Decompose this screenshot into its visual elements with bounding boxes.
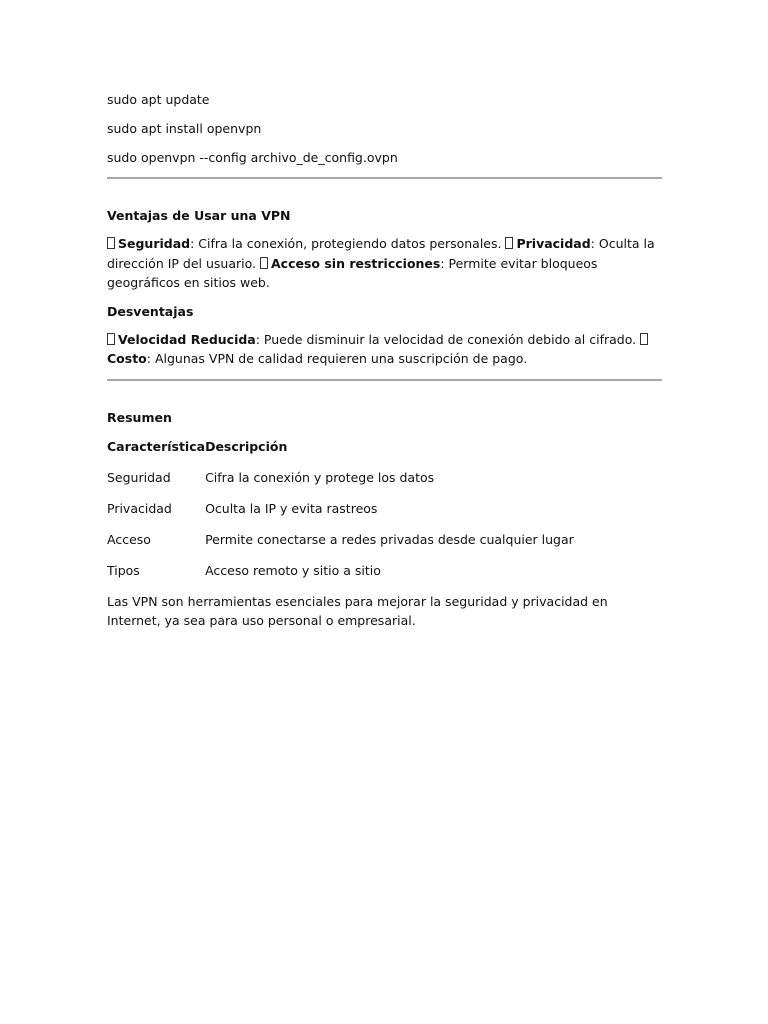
ventajas-paragraph: [107, 234, 662, 293]
table-row: [107, 524, 574, 555]
table-cell: Cifra la conexión y protege los datos: [205, 469, 435, 485]
missing-glyph-icon: [260, 257, 268, 269]
desventajas-paragraph: [107, 330, 662, 369]
conclusion-paragraph: Las VPN son herramientas esenciales para mejorar la seguridad y privacidad en Internet, ya sea para uso personal o empresarial.: [107, 593, 608, 628]
missing-glyph-icon: [107, 333, 115, 345]
ventajas-heading: Ventajas de Usar una VPN: [107, 208, 291, 223]
table-cell: Acceso: [107, 531, 151, 547]
horizontal-rule: [107, 379, 662, 381]
ventajas-text: : Permite evitar bloqueos geográficos en sitios web.: [107, 255, 598, 290]
ventajas-term: Acceso sin restricciones: [271, 255, 441, 271]
ventajas-text: : Oculta la dirección IP del usuario.: [107, 236, 655, 271]
desventajas-text: : Puede disminuir la velocidad de conexión debido al cifrado.: [255, 331, 641, 347]
desventajas-term: Velocidad Reducida: [118, 331, 256, 347]
command-line: sudo openvpn --config archivo_de_config.ovpn: [107, 150, 398, 165]
table-header-cell: Característica: [107, 438, 206, 454]
table-header-cell: Descripción: [205, 438, 288, 454]
missing-glyph-icon: [505, 237, 513, 249]
command-line: sudo apt install openvpn: [107, 121, 262, 136]
desventajas-heading: Desventajas: [107, 303, 194, 319]
horizontal-rule: [107, 177, 662, 179]
desventajas-term: Costo: [107, 351, 147, 366]
document-page: [107, 90, 662, 631]
table-row: [107, 493, 574, 524]
table-cell: Seguridad: [107, 469, 171, 485]
table-cell: Acceso remoto y sitio a sitio: [205, 562, 381, 578]
ventajas-term: Privacidad: [516, 236, 591, 251]
resumen-heading: Resumen: [107, 409, 172, 425]
command-list: [107, 90, 662, 167]
table-row: [107, 462, 574, 493]
table-header-row: [107, 431, 574, 462]
missing-glyph-icon: [640, 333, 648, 345]
ventajas-term: Seguridad: [118, 236, 191, 251]
table-row: [107, 555, 574, 586]
ventajas-text: : Cifra la conexión, protegiendo datos personales.: [190, 236, 506, 251]
table-cell: Oculta la IP y evita rastreos: [205, 500, 378, 516]
command-line: sudo apt update: [107, 92, 210, 107]
table-cell: Tipos: [107, 562, 140, 578]
summary-table: [107, 431, 574, 586]
missing-glyph-icon: [107, 237, 115, 249]
desventajas-text: : Algunas VPN de calidad requieren una suscripción de pago.: [146, 351, 528, 366]
table-cell: Permite conectarse a redes privadas desde cualquier lugar: [205, 531, 574, 547]
table-cell: Privacidad: [107, 500, 172, 516]
